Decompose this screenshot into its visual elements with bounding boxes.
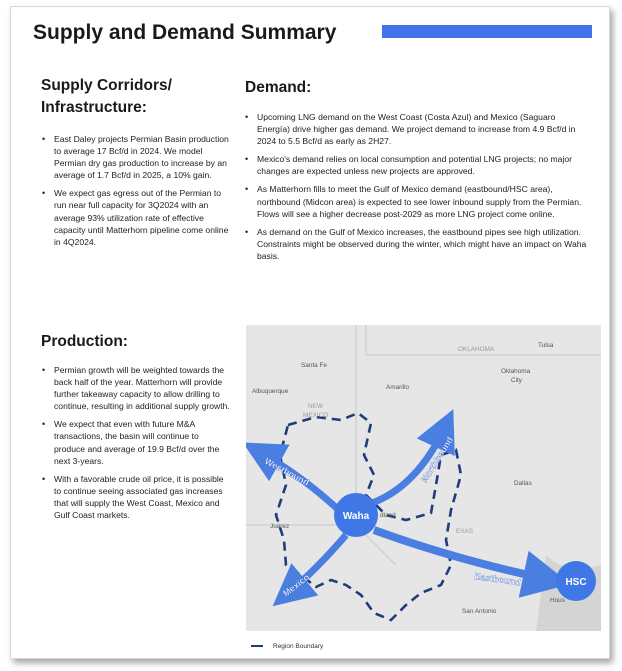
westbound-label: Westbound bbox=[263, 455, 311, 488]
demand-bullet: • Mexico's demand relies on local consumption and potential LNG projects; no major changes are expected unless new projects are approved. bbox=[244, 153, 589, 177]
supply-heading-line2: Infrastructure: bbox=[41, 99, 147, 116]
place-san-antonio: San Antonio bbox=[462, 608, 497, 615]
waha-label: Waha bbox=[342, 511, 370, 522]
production-bullet-list bbox=[41, 364, 231, 527]
place-santa-fe: Santa Fe bbox=[301, 362, 327, 369]
supply-heading bbox=[41, 75, 172, 119]
document-page bbox=[10, 6, 610, 659]
place-oklahoma-city-2: City bbox=[511, 377, 523, 384]
place-midland: dland bbox=[380, 512, 396, 519]
demand-bullet: • As Matterhorn fills to meet the Gulf of Mexico demand (eastbound/HSC area), northbound (Midcon area) is expected to see lower inbound supply from the Permian. Flows will see a higher decrease post-2029 as more LNG project come online. bbox=[244, 183, 589, 219]
supply-heading-line1: Supply Corridors/ bbox=[41, 77, 172, 94]
demand-bullet-list bbox=[244, 111, 589, 268]
northbound-label: Northbound bbox=[419, 435, 455, 485]
mexico-label: Mexico bbox=[281, 571, 312, 599]
page-title: Supply and Demand Summary bbox=[33, 21, 337, 44]
place-amarillo: Amarillo bbox=[386, 384, 410, 391]
hsc-label: HSC bbox=[565, 577, 587, 588]
demand-bullet: • Upcoming LNG demand on the West Coast (Costa Azul) and Mexico (Saguaro Energía) drive higher gas demand. We project demand to increase from 4.9 Bcf/d in 2024 to 5.5 Bcf/d as early as 2H27. bbox=[244, 111, 589, 147]
place-dallas: Dallas bbox=[514, 480, 532, 487]
supply-bullet-list bbox=[41, 133, 231, 254]
supply-bullet: • East Daley projects Permian Basin production to average 17 Bcf/d in 2024. We model Permian dry gas production to increase by an average of 1.7 Bcf/d in 2025, a 10% gain. bbox=[41, 133, 231, 181]
place-houston: Hous bbox=[550, 597, 565, 604]
eastbound-label: Eastbound bbox=[473, 571, 522, 588]
region-boundary-legend-swatch bbox=[251, 645, 263, 647]
permian-flow-map bbox=[246, 325, 601, 631]
demand-heading: Demand: bbox=[245, 79, 312, 96]
place-tulsa: Tulsa bbox=[538, 342, 554, 349]
place-oklahoma: OKLAHOMA bbox=[458, 346, 495, 353]
place-new: NEW bbox=[308, 403, 323, 410]
production-bullet: • With a favorable crude oil price, it is possible to continue seeing associated gas increases that will supply the West Coast, Mexico and Gulf Coast markets. bbox=[41, 473, 231, 521]
map-svg bbox=[246, 325, 601, 631]
place-mexico-state: MEXICO bbox=[303, 412, 329, 419]
map-legend bbox=[251, 643, 323, 650]
supply-bullet: • We expect gas egress out of the Permian to run near full capacity for 3Q2024 with an average 93% utilization rate of effective capacity until Matterhorn pipeline come online in 4Q2024. bbox=[41, 187, 231, 247]
place-juarez: Juárez bbox=[270, 523, 290, 530]
production-bullet: • We expect that even with future M&A transactions, the basin will continue to produce and average of 19.9 Bcf/d over the next 3-years. bbox=[41, 418, 231, 466]
demand-bullet: • As demand on the Gulf of Mexico increases, the eastbound pipes see high utilization. Constraints might be observed during the winter, which might have an impact on Waha basis. bbox=[244, 226, 589, 262]
place-texas: EXAS bbox=[456, 528, 474, 535]
place-albuquerque: Albuquerque bbox=[252, 388, 289, 395]
place-oklahoma-city-1: Oklahoma bbox=[501, 368, 531, 375]
legend-label: Region Boundary bbox=[273, 643, 324, 650]
production-bullet: • Permian growth will be weighted towards the back half of the year. Matterhorn will provide further takeaway capacity to allow drilling to continue, resulting in additional supply growth. bbox=[41, 364, 231, 412]
title-accent-bar bbox=[382, 25, 592, 38]
production-heading: Production: bbox=[41, 333, 128, 350]
